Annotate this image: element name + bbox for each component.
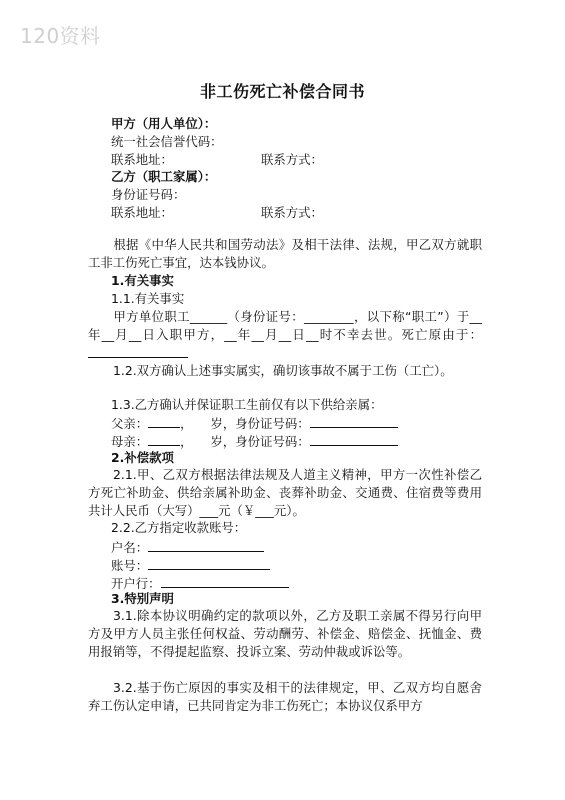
account-name-blank bbox=[148, 538, 264, 552]
father-row: 父亲： ， 岁，身份证号码： bbox=[111, 414, 398, 432]
account-no-row bbox=[111, 556, 270, 574]
section1-1-paragraph bbox=[88, 308, 482, 363]
mother-id-blank bbox=[310, 432, 398, 446]
party-a-address: 联系地址： bbox=[111, 152, 173, 167]
section1-1-heading: 1.1.有关事实 bbox=[111, 291, 185, 306]
party-a-credit-code: 统一社会信誉代码： bbox=[111, 134, 223, 149]
party-b-id-number: 身份证号码： bbox=[111, 187, 186, 202]
mother-label: 母亲： bbox=[111, 434, 149, 449]
death-cause-blank bbox=[88, 344, 188, 358]
document-title: 非工伤死亡补偿合同书 bbox=[199, 82, 365, 101]
mother-name-blank bbox=[148, 432, 180, 446]
section2-1-paragraph bbox=[88, 466, 482, 520]
section3-2-paragraph bbox=[88, 679, 482, 715]
party-b-contact: 联系方式： bbox=[261, 205, 323, 220]
account-no-label: 账号： bbox=[111, 558, 149, 573]
party-a-contact: 联系方式： bbox=[261, 152, 323, 167]
bank-label: 开户行： bbox=[111, 576, 161, 591]
mother-age-unit: 岁，身份证号码： bbox=[210, 434, 310, 449]
section2-2-text: 2.2.乙方指定收款账号： bbox=[111, 520, 247, 535]
bank-row bbox=[111, 574, 289, 592]
party-b-heading: 乙方（职工家属）： bbox=[111, 169, 217, 184]
account-name-row bbox=[111, 538, 264, 556]
section1-2-text: 1.2.双方确认上述事实属实，确切该事故不属于工伤（工亡）。 bbox=[113, 363, 453, 378]
father-label: 父亲： bbox=[111, 416, 149, 431]
section1-2-paragraph bbox=[88, 362, 482, 380]
party-a-heading: 甲方（用人单位）： bbox=[111, 116, 217, 131]
account-name-label: 户名： bbox=[111, 540, 149, 555]
father-id-blank bbox=[310, 414, 398, 428]
father-name-blank bbox=[148, 414, 180, 428]
section1-1-text: 甲方单位职工______（身份证号：________，以下称“职工”）于__年__月__日入职甲方，__年__月__日__时不幸去世。死亡原由于： bbox=[88, 309, 482, 342]
father-age-unit: 岁，身份证号码： bbox=[210, 416, 310, 431]
section3-1-text: 3.1.除本协议明确约定的款项以外，乙方及职工亲属不得另行向甲方及甲方人员主张任何权益、劳动酬劳、补偿金、赔偿金、抚恤金、费用报销等，不得提起监察、投诉立案、劳动仲裁或诉讼等。 bbox=[88, 608, 482, 659]
preamble-paragraph bbox=[88, 236, 482, 272]
account-no-blank bbox=[148, 556, 270, 570]
watermark: 120资料 bbox=[20, 24, 101, 48]
mother-row: 母亲： ， 岁，身份证号码： bbox=[111, 432, 398, 450]
section1-3-text: 1.3.乙方确认并保证职工生前仅有以下供给亲属： bbox=[111, 397, 383, 412]
section3-2-text: 3.2.基于伤亡原因的事实及相干的法律规定，甲、乙双方均自愿舍弃工伤认定申请，已共同肯定为非工伤死亡；本协议仅系甲方 bbox=[88, 680, 482, 713]
party-b-address: 联系地址： bbox=[111, 205, 173, 220]
section2-1-text: 2.1.甲、乙双方根据法律法规及人道主义精神，甲方一次性补偿乙方死亡补助金、供给亲属补助金、丧葬补助金、交通费、住宿费等费用共计人民币（大写）___元（￥___元）。 bbox=[88, 467, 482, 518]
section1-heading: 1.有关事实 bbox=[111, 273, 174, 288]
preamble-text: 根据《中华人民共和国劳动法》及相干法律、法规，甲乙双方就职工非工伤死亡事宜，达本钱协议。 bbox=[88, 237, 482, 270]
section2-heading: 2.补偿款项 bbox=[111, 450, 174, 465]
section3-1-paragraph bbox=[88, 607, 482, 661]
bank-blank bbox=[161, 574, 289, 588]
section3-heading: 3.特别声明 bbox=[111, 591, 174, 606]
